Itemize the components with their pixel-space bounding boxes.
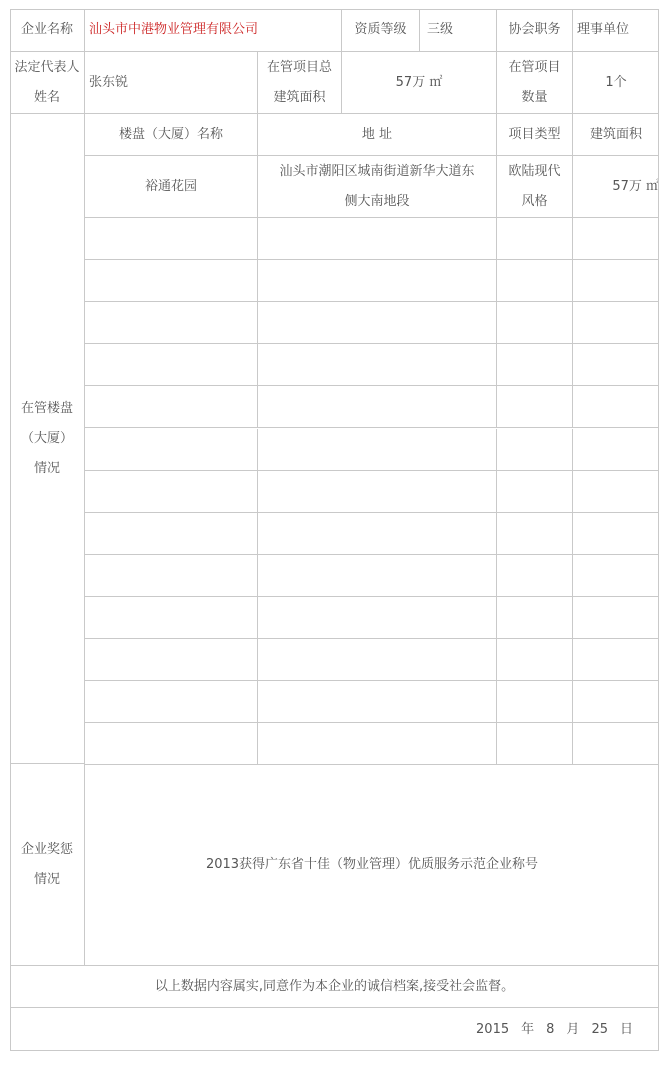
legal-rep-label: 法定代表人姓名 [10,52,85,114]
date-line [10,1008,659,1051]
date-month-unit: 月 [566,1021,580,1037]
empty-table-cell [258,681,497,723]
empty-table-cell [258,513,497,555]
empty-table-cell [85,218,258,260]
empty-table-cell [258,639,497,681]
empty-table-cell [258,302,497,344]
project-address-cell: 汕头市潮阳区城南街道新华大道东侧大南地段 [258,156,497,218]
empty-table-cell [573,513,659,555]
total-area-label: 在管项目总建筑面积 [258,52,342,114]
empty-table-cell [573,429,659,471]
project-count-value: 1个 [573,52,659,114]
header-project-type: 项目类型 [497,114,573,156]
empty-table-cell [573,639,659,681]
empty-table-cell [573,260,659,302]
empty-table-cell [573,471,659,513]
empty-table-cell [497,260,573,302]
total-area-value: 57万 ㎡ [342,52,497,114]
header-building-area: 建筑面积 [573,114,659,156]
empty-table-cell [258,555,497,597]
date-year: 2015 [476,1021,510,1037]
awards-text: 2013获得广东省十佳（物业管理）优质服务示范企业称号 [85,764,659,966]
empty-table-cell [497,344,573,386]
header-address: 地 址 [258,114,497,156]
date-year-unit: 年 [521,1021,535,1037]
legal-rep-value: 张东锐 [85,52,258,114]
empty-table-cell [573,344,659,386]
empty-table-cell [497,429,573,471]
empty-table-cell [85,260,258,302]
projects-section-label: 在管楼盘（大厦）情况 [10,114,85,764]
empty-table-cell [497,471,573,513]
project-count-label: 在管项目数量 [497,52,573,114]
empty-table-cell [85,597,258,639]
empty-table-cell [85,723,258,765]
qualification-label: 资质等级 [342,9,420,52]
empty-table-cell [573,386,659,428]
empty-table-cell [497,639,573,681]
empty-table-cell [258,344,497,386]
association-value: 理事单位 [573,9,659,52]
project-type-cell: 欧陆现代风格 [497,156,573,218]
empty-table-cell [258,386,497,428]
empty-table-cell [497,555,573,597]
empty-table-cell [573,723,659,765]
association-label: 协会职务 [497,9,573,52]
empty-table-cell [497,597,573,639]
project-area-cell: 57万 ㎡ [573,156,659,218]
qualification-value: 三级 [420,9,497,52]
declaration-text: 以上数据内容属实,同意作为本企业的诚信档案,接受社会监督。 [10,966,659,1008]
empty-table-cell [573,302,659,344]
empty-table-cell [258,429,497,471]
date-day: 25 [591,1021,608,1037]
company-name-label: 企业名称 [10,9,85,52]
header-project-name: 楼盘（大厦）名称 [85,114,258,156]
company-name-value: 汕头市中港物业管理有限公司 [85,9,342,52]
awards-label: 企业奖惩情况 [10,764,85,966]
date-day-unit: 日 [619,1021,633,1037]
empty-table-cell [85,344,258,386]
empty-table-cell [85,302,258,344]
empty-table-cell [573,597,659,639]
empty-table-cell [573,555,659,597]
empty-table-cell [258,218,497,260]
date-month: 8 [546,1021,555,1037]
empty-table-cell [497,218,573,260]
empty-table-cell [497,681,573,723]
empty-table-cell [85,555,258,597]
empty-table-cell [497,386,573,428]
empty-table-cell [85,386,258,428]
empty-table-cell [497,513,573,555]
empty-table-cell [85,471,258,513]
empty-table-cell [497,723,573,765]
empty-table-cell [573,681,659,723]
project-name-cell: 裕通花园 [85,156,258,218]
empty-table-cell [258,723,497,765]
empty-table-cell [85,429,258,471]
empty-table-cell [258,260,497,302]
empty-table-cell [258,471,497,513]
empty-table-cell [85,639,258,681]
empty-table-cell [497,302,573,344]
empty-table-cell [573,218,659,260]
empty-table-cell [85,681,258,723]
empty-table-cell [258,597,497,639]
empty-table-cell [85,513,258,555]
credit-record-table [10,9,659,1051]
